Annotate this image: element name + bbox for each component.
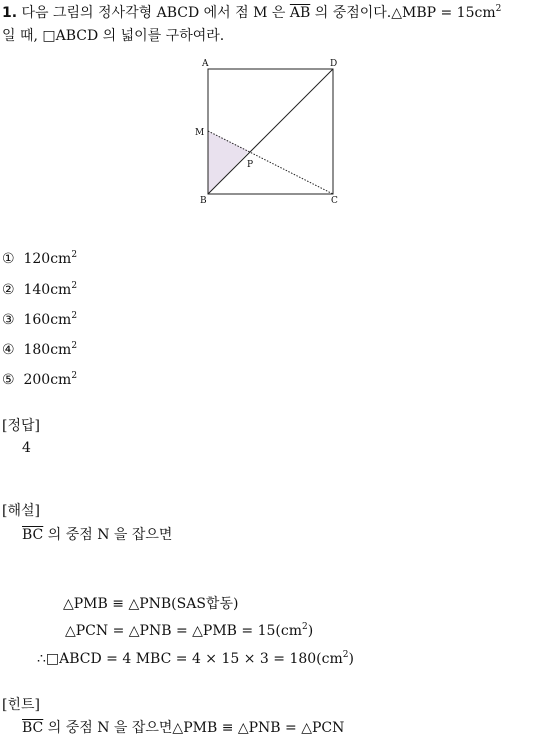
choice-mark: ①	[2, 251, 15, 267]
label-a: A	[202, 59, 209, 69]
choice-mark: ⑤	[2, 372, 15, 388]
solution-eq-3: ∴□ABCD = 4 MBC = $4 \times 15 \times 3 = 180(cm^2)$	[37, 650, 354, 667]
choice-value: 140cm	[23, 282, 72, 298]
choice-value: 200cm	[23, 372, 72, 388]
answer-header: [정답]	[2, 418, 40, 434]
problem-text-b: 의 중점이다.△MBP = 15cm	[310, 5, 496, 21]
label-p: P	[247, 160, 254, 170]
solution-header: [해설]	[2, 503, 40, 519]
choice-5[interactable]: ⑤ $200cm^2$	[2, 371, 78, 388]
problem-number: 1.	[2, 5, 18, 21]
diagonal-bd	[208, 69, 333, 194]
choice-value: 120cm	[23, 251, 72, 267]
choice-2[interactable]: ② $140cm^2$	[2, 281, 78, 298]
label-b: B	[200, 196, 207, 206]
problem-line-2: 일 때, □ABCD 의 넓이를 구하여라.	[2, 28, 225, 44]
solution-eq-1: △PMB ≡ △PNB(SAS합동)	[63, 596, 239, 612]
choice-mark: ③	[2, 312, 15, 328]
segment-bc: $\overline{BC}$	[22, 720, 44, 736]
problem-line-1	[2, 2, 501, 22]
choice-value: 180cm	[23, 342, 72, 358]
shaded-triangle-mbp	[208, 131, 249, 194]
problem-exponent: 2	[495, 4, 502, 14]
answer-value: 4	[22, 440, 31, 456]
segment-bc: $\overline{BC}$	[22, 527, 44, 543]
choice-3[interactable]: ③ $160cm^2$	[2, 311, 78, 328]
segment-ab: $\overline{AB}$	[289, 5, 311, 21]
choice-1[interactable]: ① $120cm^2$	[2, 250, 78, 267]
solution-eq-2: △PCN = △PNB = △PMB = $15(cm^2)$	[65, 622, 314, 639]
label-d: D	[330, 59, 338, 69]
label-c: C	[331, 196, 338, 206]
choice-mark: ④	[2, 342, 15, 358]
square-figure	[190, 55, 350, 210]
label-m: M	[195, 128, 205, 138]
solution-line-1: $\overline{BC}$ 의 중점 N 을 잡으면	[22, 527, 173, 543]
choice-value: 160cm	[23, 312, 72, 328]
problem-text-a: 다음 그림의 정사각형 ABCD 에서 점 M 은	[21, 5, 290, 21]
choice-mark: ②	[2, 282, 15, 298]
choice-4[interactable]: ④ $180cm^2$	[2, 341, 78, 358]
hint-line: $\overline{BC}$ 의 중점 N 을 잡으면△PMB ≡ △PNB = △PCN	[22, 720, 345, 736]
hint-header: [힌트]	[2, 697, 40, 713]
